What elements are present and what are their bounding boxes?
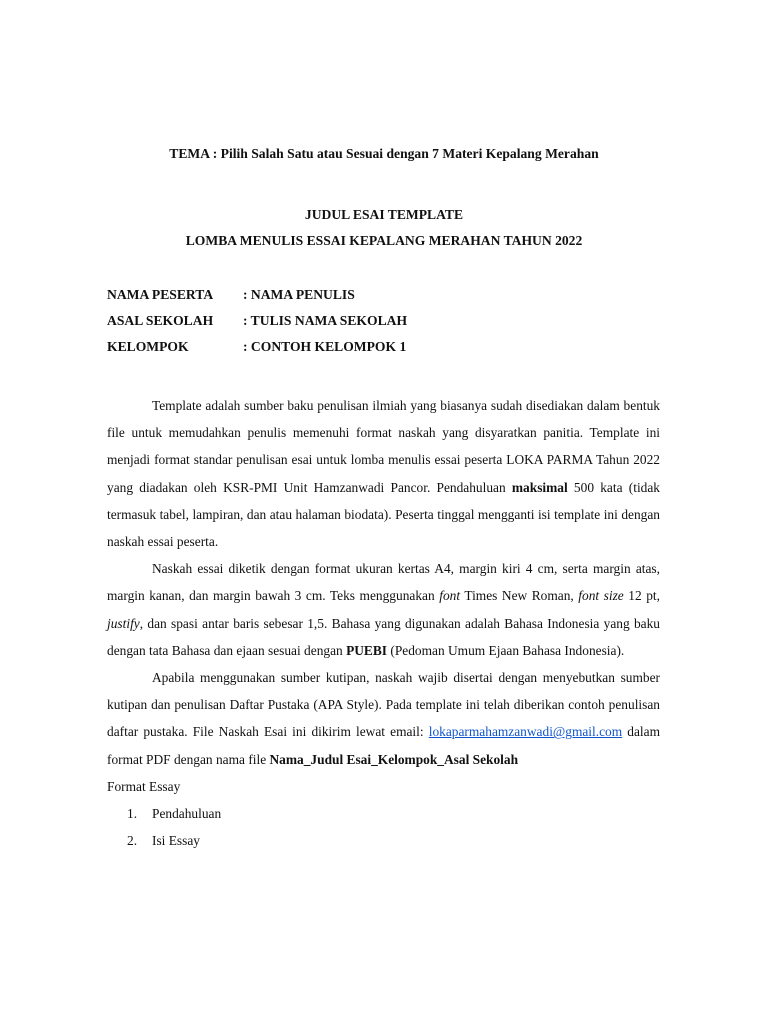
- identity-label: NAMA PESERTA: [107, 287, 214, 302]
- identity-value: : NAMA PENULIS: [243, 287, 355, 302]
- theme-heading: TEMA : Pilih Salah Satu atau Sesuai dengan 7 Materi Kepalang Merahan: [169, 146, 599, 161]
- identity-value: : TULIS NAMA SEKOLAH: [243, 313, 408, 328]
- list-item: [107, 800, 660, 827]
- paragraph-submission: [107, 664, 660, 773]
- identity-row-school: [107, 313, 407, 339]
- identity-value: : CONTOH KELOMPOK 1: [243, 339, 407, 354]
- paragraph-template-intro: [107, 392, 660, 555]
- text-run: Apabila menggunakan sumber kutipan, naskah wajib disertai dengan menyebutkan sumber kutipan dan penulisan Daftar Pustaka (APA Style). Pada template ini telah diberikan contoh penulisan daftar pustaka. File Naskah Esai ini dikirim lewat email:: [107, 670, 660, 740]
- email-link[interactable]: lokaparmahamzanwadi@gmail.com: [428, 724, 623, 740]
- list-label: Pendahuluan: [152, 806, 222, 822]
- format-list: [107, 800, 660, 854]
- list-item: [107, 827, 660, 854]
- text-run: 12 pt,: [623, 588, 660, 604]
- text-run: 500 kata (tidak termasuk tabel, lampiran, dan atau halaman biodata). Peserta tinggal mengganti isi template ini dengan naskah essai peserta.: [107, 479, 660, 550]
- text-run: dalam format PDF dengan nama file: [107, 724, 660, 767]
- italic-run: justify: [107, 615, 140, 631]
- format-heading: Format Essay: [107, 778, 181, 794]
- text-run: Template adalah sumber baku penulisan ilmiah yang biasanya sudah disediakan dalam bentuk file untuk memudahkan penulis memenuhi format naskah yang disyaratkan panitia. Template ini menjadi format standar penulisan esai untuk lomba menulis essai peserta LOKA PARMA Tahun 2022 yang diadakan oleh KSR-PMI Unit Hamzanwadi Pancor. Pendahuluan: [107, 398, 660, 495]
- competition-title: LOMBA MENULIS ESSAI KEPALANG MERAHAN TAHUN 2022: [185, 233, 583, 248]
- essay-body: [107, 392, 660, 854]
- bold-run: maksimal: [511, 479, 568, 495]
- identity-row-name: [107, 287, 407, 313]
- list-number: 1.: [127, 806, 138, 822]
- essay-title: JUDUL ESAI TEMPLATE: [304, 207, 464, 222]
- italic-run: font size: [578, 588, 624, 604]
- list-label: Isi Essay: [152, 833, 200, 849]
- text-run: , dan spasi antar baris sebesar 1,5. Bahasa yang digunakan adalah Bahasa Indonesia yang baku dengan tata Bahasa dan ejaan sesuai dengan: [107, 615, 660, 658]
- italic-run: font: [439, 588, 461, 604]
- text-run: Naskah essai diketik dengan format ukuran kertas A4, margin kiri 4 cm, serta margin atas, margin kanan, dan margin bawah 3 cm. Teks menggunakan: [107, 561, 660, 604]
- list-number: 2.: [127, 833, 138, 849]
- identity-row-group: [107, 339, 407, 365]
- bold-run: Nama_Judul Esai_Kelompok_Asal Sekolah: [269, 751, 519, 767]
- bold-run: PUEBI: [346, 642, 388, 658]
- identity-label: ASAL SEKOLAH: [107, 313, 214, 328]
- text-run: Times New Roman,: [460, 588, 579, 604]
- participant-identity: [107, 287, 407, 365]
- text-run: (Pedoman Umum Ejaan Bahasa Indonesia).: [387, 642, 625, 658]
- paragraph-format-rules: [107, 555, 660, 664]
- identity-label: KELOMPOK: [107, 339, 189, 354]
